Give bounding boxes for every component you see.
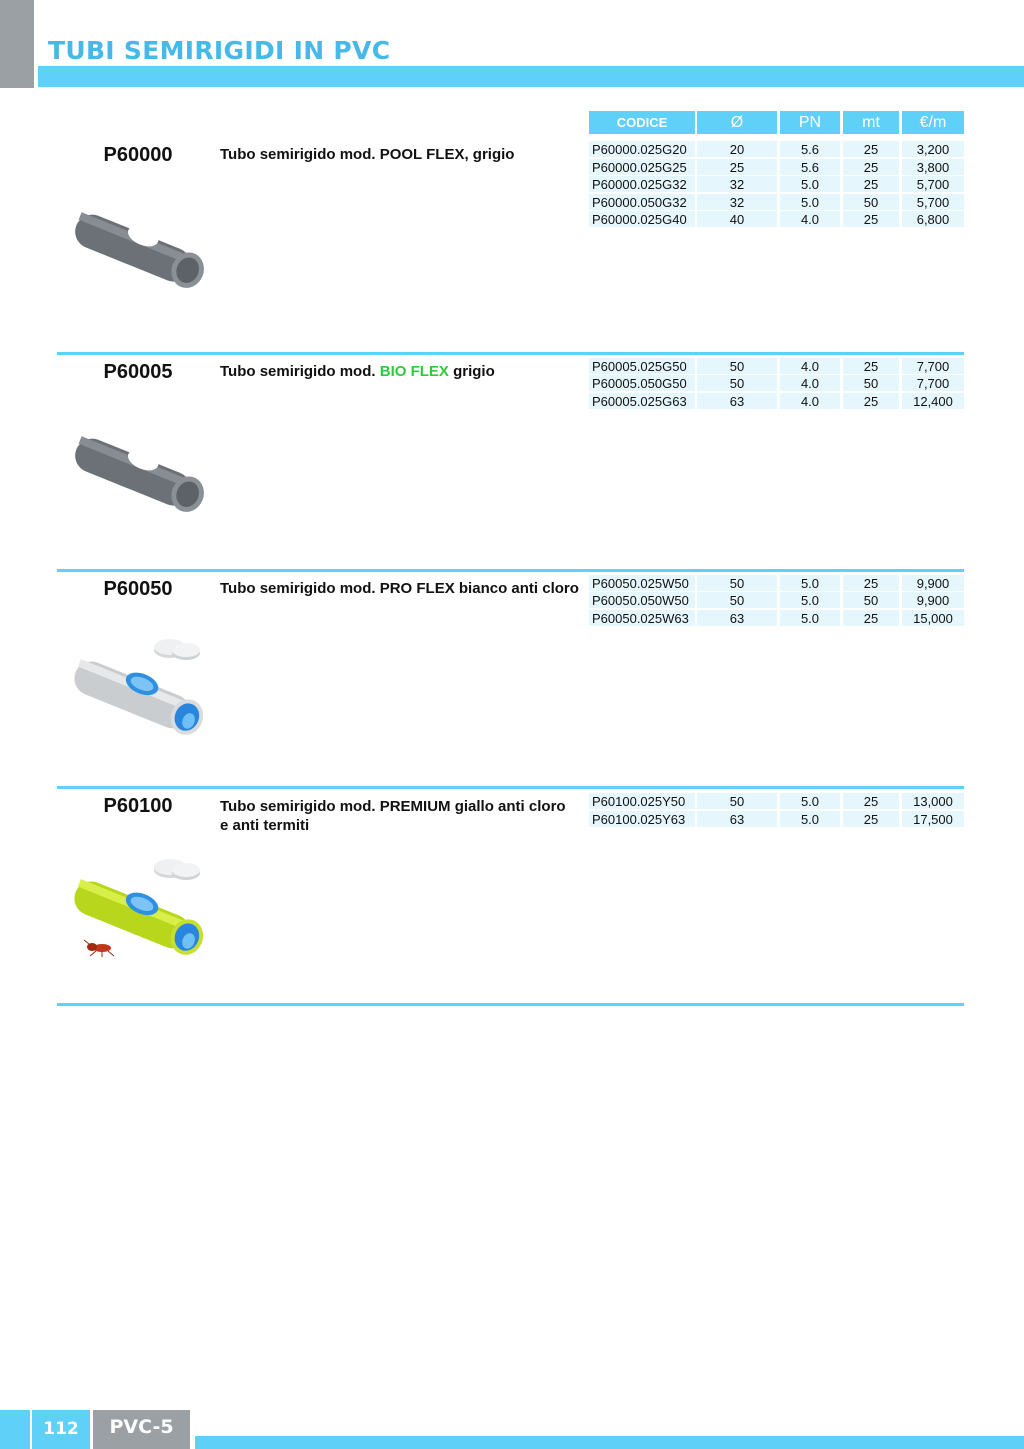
cell-code: P60000.025G20 (589, 141, 695, 157)
cell-price: 5,700 (902, 176, 964, 192)
gray-pipe-image (62, 200, 222, 310)
product-code: P60000 (103, 144, 173, 166)
cell-mt: 25 (843, 610, 899, 626)
cell-pn: 5.6 (780, 141, 840, 157)
product-description (220, 362, 590, 381)
white-pipe-image (62, 630, 222, 740)
cell-price: 12,400 (902, 393, 964, 409)
cell-mt: 25 (843, 176, 899, 192)
table-row (589, 592, 964, 608)
cell-pn: 5.0 (780, 176, 840, 192)
cell-mt: 25 (843, 141, 899, 157)
cell-pn: 4.0 (780, 211, 840, 227)
cell-code: P60100.025Y50 (589, 793, 695, 809)
cell-pn: 5.0 (780, 610, 840, 626)
cell-code: P60000.050G32 (589, 194, 695, 210)
cell-mt: 25 (843, 358, 899, 374)
footer-bar (195, 1436, 1024, 1449)
page-title: TUBI SEMIRIGIDI IN PVC (48, 36, 391, 65)
cell-price: 17,500 (902, 811, 964, 827)
header-gray-tab (0, 0, 34, 88)
cell-code: P60000.025G25 (589, 159, 695, 175)
cell-pn: 4.0 (780, 393, 840, 409)
section-divider (57, 1003, 964, 1006)
cell-mt: 50 (843, 194, 899, 210)
cell-pn: 5.0 (780, 592, 840, 608)
cell-diameter: 63 (697, 811, 777, 827)
cell-price: 15,000 (902, 610, 964, 626)
cell-mt: 25 (843, 211, 899, 227)
table-row (589, 194, 964, 210)
cell-code: P60005.050G50 (589, 375, 695, 391)
cell-mt: 25 (843, 811, 899, 827)
cell-code: P60050.025W50 (589, 575, 695, 591)
product-code: P60050 (103, 578, 173, 600)
cell-diameter: 50 (697, 358, 777, 374)
section-divider (57, 569, 964, 572)
product-description (220, 797, 590, 835)
header-pn: PN (780, 111, 840, 134)
cell-pn: 5.0 (780, 793, 840, 809)
table-row (589, 375, 964, 391)
cell-diameter: 63 (697, 393, 777, 409)
description-text-end: grigio (448, 363, 495, 380)
description-line-2: e anti termiti (220, 817, 310, 834)
title-bar (38, 66, 1024, 87)
cell-diameter: 32 (697, 194, 777, 210)
cell-code: P60050.050W50 (589, 592, 695, 608)
cell-price: 9,900 (902, 592, 964, 608)
cell-price: 6,800 (902, 211, 964, 227)
product-description: Tubo semirigido mod. PRO FLEX bianco anti cloro (220, 580, 579, 597)
cell-diameter: 40 (697, 211, 777, 227)
table-row (589, 393, 964, 409)
table-row (589, 358, 964, 374)
table-row (589, 159, 964, 175)
cell-pn: 4.0 (780, 375, 840, 391)
cell-price: 3,200 (902, 141, 964, 157)
cell-code: P60005.025G63 (589, 393, 695, 409)
description-line-1: Tubo semirigido mod. PREMIUM giallo anti cloro (220, 798, 566, 815)
yellow-pipe-image (62, 850, 222, 960)
cell-pn: 5.6 (780, 159, 840, 175)
cell-code: P60100.025Y63 (589, 811, 695, 827)
cell-price: 7,700 (902, 375, 964, 391)
page-number: 112 (32, 1410, 90, 1449)
cell-code: P60005.025G50 (589, 358, 695, 374)
footer-left-bar (0, 1410, 30, 1449)
cell-diameter: 20 (697, 141, 777, 157)
cell-diameter: 25 (697, 159, 777, 175)
section-tag: PVC-5 (93, 1410, 190, 1449)
section-divider (57, 352, 964, 355)
cell-price: 9,900 (902, 575, 964, 591)
table-row (589, 575, 964, 591)
product-code: P60100 (103, 795, 173, 817)
cell-mt: 25 (843, 393, 899, 409)
table-row (589, 793, 964, 809)
termite-icon (84, 940, 114, 957)
cell-diameter: 32 (697, 176, 777, 192)
cell-code: P60000.025G32 (589, 176, 695, 192)
cell-price: 7,700 (902, 358, 964, 374)
cell-diameter: 50 (697, 793, 777, 809)
table-row (589, 141, 964, 157)
gray-pipe-image (62, 424, 222, 534)
cell-price: 3,800 (902, 159, 964, 175)
cell-pn: 5.0 (780, 194, 840, 210)
cell-pn: 5.0 (780, 575, 840, 591)
header-code: CODICE (589, 111, 695, 134)
table-row (589, 211, 964, 227)
header-diameter: Ø (697, 111, 777, 134)
cell-diameter: 63 (697, 610, 777, 626)
cell-diameter: 50 (697, 575, 777, 591)
cell-price: 5,700 (902, 194, 964, 210)
table-row (589, 610, 964, 626)
cell-mt: 25 (843, 575, 899, 591)
header-mt: mt (843, 111, 899, 134)
cell-pn: 5.0 (780, 811, 840, 827)
description-highlight: BIO FLEX (379, 363, 449, 380)
product-code: P60005 (103, 361, 173, 383)
cell-pn: 4.0 (780, 358, 840, 374)
cell-code: P60000.025G40 (589, 211, 695, 227)
cell-mt: 50 (843, 375, 899, 391)
cell-mt: 25 (843, 793, 899, 809)
table-row (589, 176, 964, 192)
description-text: Tubo semirigido mod. (220, 363, 380, 380)
product-description: Tubo semirigido mod. POOL FLEX, grigio (220, 146, 515, 163)
table-row (589, 811, 964, 827)
header-price: €/m (902, 111, 964, 134)
cell-diameter: 50 (697, 375, 777, 391)
cell-diameter: 50 (697, 592, 777, 608)
cell-mt: 50 (843, 592, 899, 608)
cell-mt: 25 (843, 159, 899, 175)
section-divider (57, 786, 964, 789)
cell-code: P60050.025W63 (589, 610, 695, 626)
cell-price: 13,000 (902, 793, 964, 809)
